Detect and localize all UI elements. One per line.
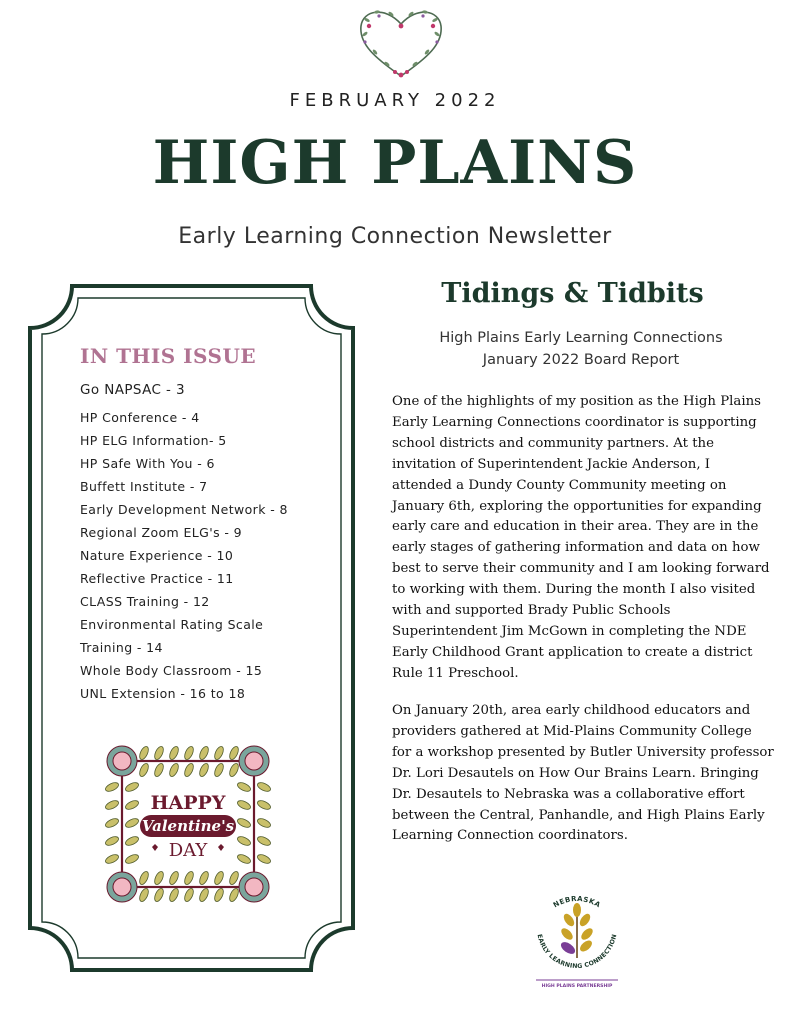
masthead-title: HIGH PLAINS bbox=[152, 128, 638, 198]
logo-ring-text: EARLY LEARNING CONNECTION bbox=[535, 933, 619, 971]
section-title: Tidings & Tidbits bbox=[441, 278, 704, 309]
toc-item: Training - 14 bbox=[80, 640, 163, 655]
report-heading bbox=[400, 327, 762, 371]
heart-wreath-icon bbox=[355, 4, 447, 80]
toc-item: HP Safe With You - 6 bbox=[80, 456, 215, 471]
toc-item: Environmental Rating Scale bbox=[80, 617, 264, 632]
toc-item: HP ELG Information- 5 bbox=[80, 433, 227, 448]
report-heading-line1: High Plains Early Learning Connections bbox=[439, 330, 723, 346]
article-paragraph: One of the highlights of my position as the High Plains Early Learning Connections coordinator is supporting school districts and community partners. At the invitation of Superintendent Jackie Anderson, I attended a Dundy County Community meeting on January 6th, exploring the opportunities for expanding early care and education in their area. They are in the early stages of gathering information and data on how best to serve their community and I am looking forward to working with them. During the month I also visited with and supported Brady Public Schools Superintendent Jim McGown in completing the NDE Early Childhood Grant application to create a district Rule 11 Preschool. bbox=[392, 394, 770, 681]
newsletter-subtitle: Early Learning Connection Newsletter bbox=[178, 224, 612, 249]
toc-item: CLASS Training - 12 bbox=[80, 594, 210, 609]
toc-item: Reflective Practice - 11 bbox=[80, 571, 234, 586]
toc-item: Whole Body Classroom - 15 bbox=[80, 663, 263, 678]
valentine-card-image bbox=[104, 743, 272, 905]
toc-heading: IN THIS ISSUE bbox=[80, 344, 257, 368]
logo-top-text: NEBRASKA bbox=[551, 894, 603, 910]
toc-item: Buffett Institute - 7 bbox=[80, 479, 208, 494]
valentine-line3: DAY bbox=[168, 840, 208, 861]
article-paragraph: On January 20th, area early childhood educators and providers gathered at Mid-Plains Community College for a workshop presented by Butler University professor Dr. Lori Desautels on How Our Brains Learn. Bringing Dr. Desautels to Nebraska was a collaborative effort between the Central, Panhandle, and High Plains Early Learning Connection coordinators. bbox=[392, 703, 774, 844]
report-heading-line2: January 2022 Board Report bbox=[482, 352, 680, 368]
toc-item: Regional Zoom ELG's - 9 bbox=[80, 525, 243, 540]
logo-partnership-text: HIGH PLAINS PARTNERSHIP bbox=[541, 984, 613, 989]
valentine-line1: HAPPY bbox=[150, 792, 226, 814]
toc-item: UNL Extension - 16 to 18 bbox=[80, 686, 246, 701]
toc-item: Go NAPSAC - 3 bbox=[80, 382, 185, 398]
toc-item: HP Conference - 4 bbox=[80, 410, 200, 425]
nebraska-elc-logo bbox=[524, 888, 630, 994]
toc-list bbox=[80, 380, 288, 705]
issue-date: FEBRUARY 2022 bbox=[289, 90, 501, 111]
leaf-tree-icon bbox=[559, 903, 595, 958]
toc-item: Nature Experience - 10 bbox=[80, 548, 234, 563]
valentine-line2: Valentine's bbox=[141, 817, 235, 835]
toc-item: Early Development Network - 8 bbox=[80, 502, 288, 517]
